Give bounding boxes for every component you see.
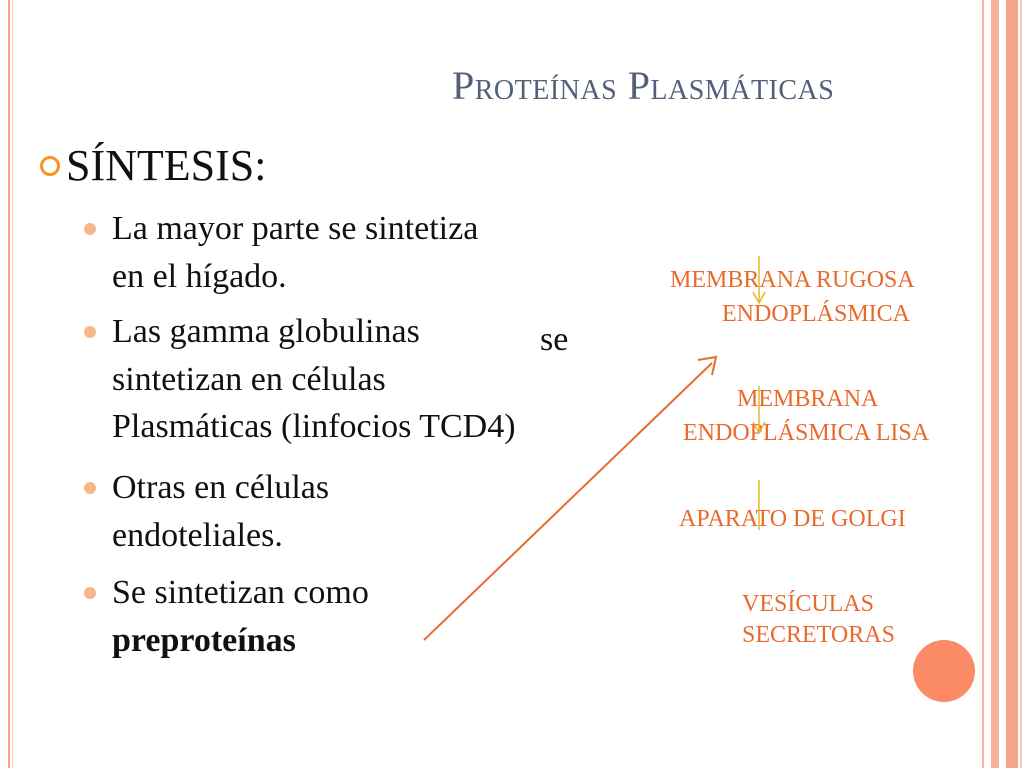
diagonal-arrow-icon xyxy=(424,357,716,640)
flow-step-2-line-1: MEMBRANA xyxy=(737,386,879,412)
flow-step-4-line-1: VESÍCULAS xyxy=(742,591,875,617)
bullet-2-line-2: sintetizan en células xyxy=(112,361,386,398)
flow-step-2-line-2: ENDOPLÁSMICA LISA xyxy=(683,420,930,446)
bullet-4-line-2: preproteínas xyxy=(112,622,296,659)
bullet-3-line-2: endoteliales. xyxy=(112,517,283,554)
down-arrow-icon xyxy=(753,256,765,303)
bullet-2-line-3: Plasmáticas (linfocios TCD4) xyxy=(112,408,516,445)
bullet-3-line-1: Otras en células xyxy=(112,469,330,506)
bullet-2-line-1-suffix: se xyxy=(540,321,569,358)
flow-step-1-line-1: MEMBRANA RUGOSA xyxy=(670,267,915,293)
section-heading: SÍNTESIS: xyxy=(66,141,267,190)
slide-title: Proteínas Plasmáticas xyxy=(452,63,835,108)
bullet-1-line-2: en el hígado. xyxy=(112,258,287,295)
bullet-4-line-1: Se sintetizan como xyxy=(112,574,369,611)
flow-step-1-line-2: ENDOPLÁSMICA xyxy=(722,301,911,327)
flow-step-3-line-1: APARATO DE GOLGI xyxy=(679,506,906,532)
flow-step-4-line-2: SECRETORAS xyxy=(742,622,895,648)
down-arrow-icon xyxy=(753,386,765,433)
bullet-1-line-1: La mayor parte se sintetiza xyxy=(112,210,479,247)
bullet-2-line-1: Las gamma globulinas xyxy=(112,313,420,350)
